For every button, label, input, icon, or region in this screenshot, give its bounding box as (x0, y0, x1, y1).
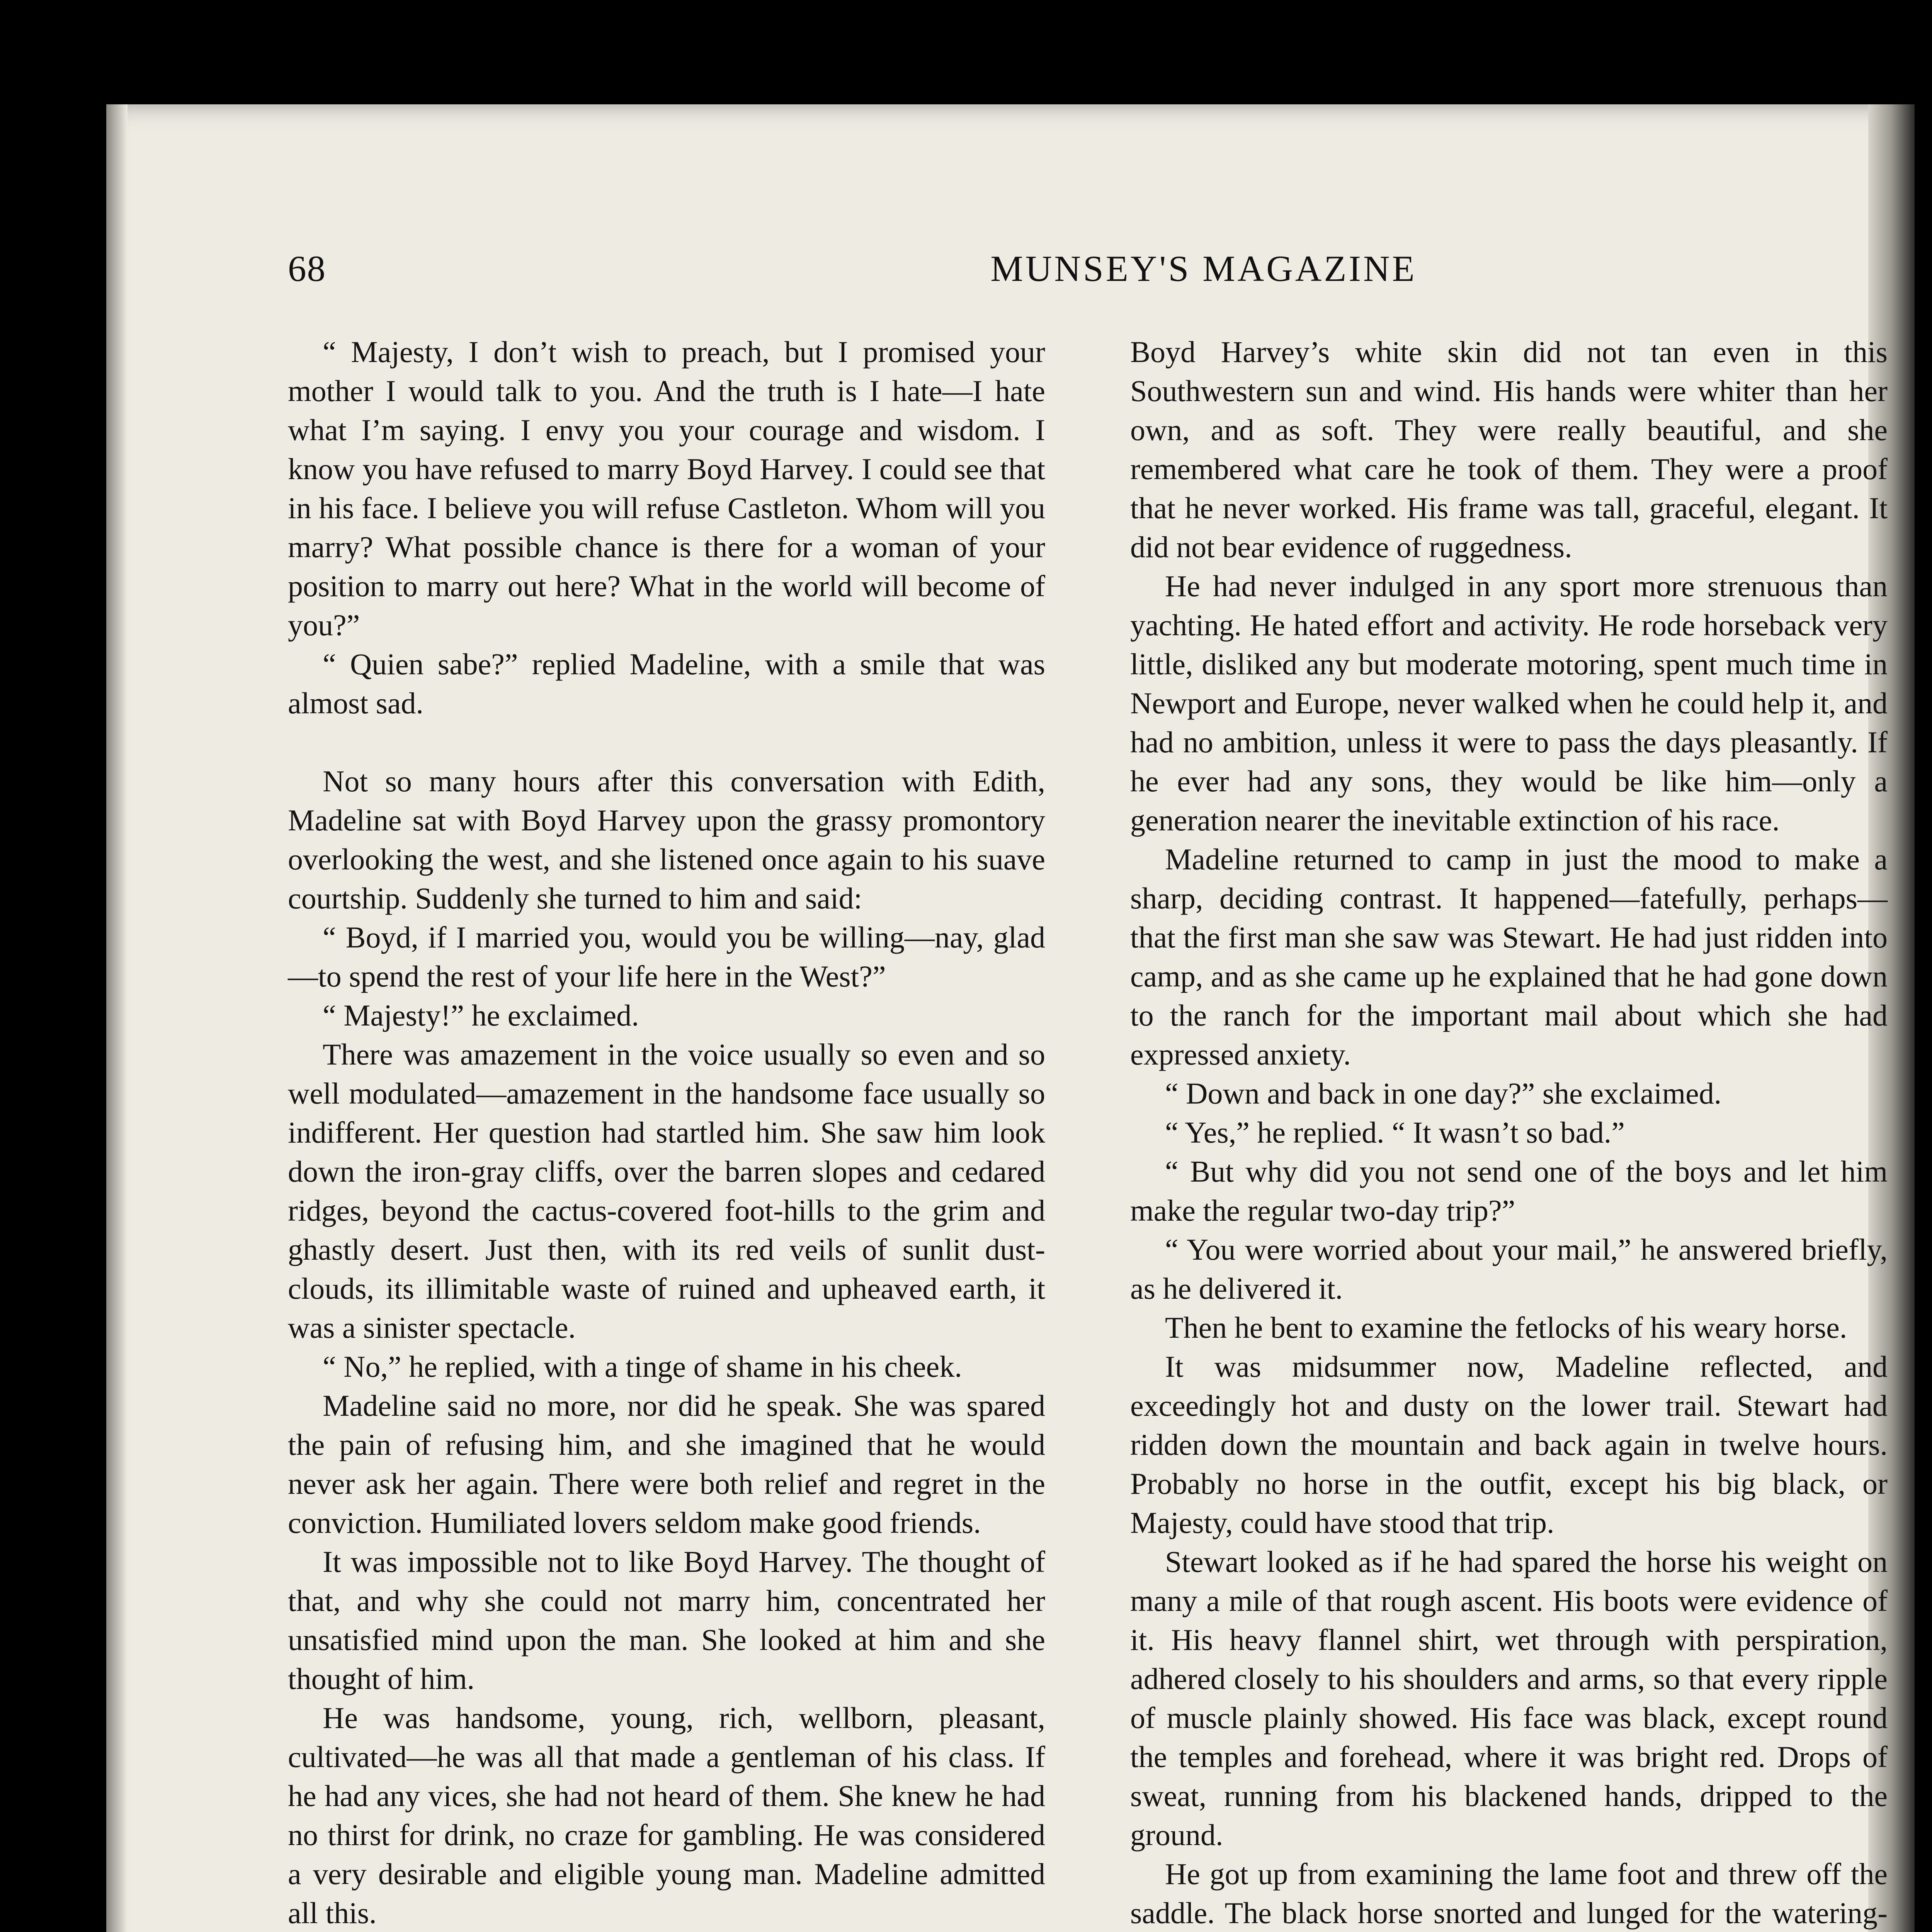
paragraph: Not so many hours after this conversation with Edith, Madeline sat with Boyd Harvey upon the grassy promontory overlooking the west, and she listened once again to his suave courtship. Suddenly she turned to him and said: (288, 764, 1045, 915)
paragraph: “ Majesty, I don’t wish to preach, but I promised your mother I would talk to you. And the truth is I hate—I hate what I’m saying. I envy you your courage and wisdom. I know you have refused to marry Boyd Harvey. I could see that in his face. I believe you will refuse Castleton. Whom will you marry? What possible chance is there for a woman of your position to marry out here? What in the world will become of you?” (288, 335, 1045, 642)
page-header (288, 247, 1833, 305)
paragraph: “ No,” he replied, with a tinge of shame in his cheek. (323, 1350, 962, 1383)
paragraph: Then he bent to examine the fetlocks of his weary horse. (1165, 1311, 1847, 1344)
paragraph: Boyd Harvey’s white skin did not tan even in this Southwestern sun and wind. His hands were whiter than her own, and as soft. They were really beautiful, and she remembered what care he took of them. They were a proof that he never worked. His frame was tall, graceful, elegant. It did not bear evidence of ruggedness. (1130, 335, 1888, 564)
paragraph: “ Majesty!” he exclaimed. (323, 998, 639, 1032)
magazine-page (106, 104, 1915, 1932)
paragraph: There was amazement in the voice usually so even and so well modulated—amazement in the handsome face usually so indifferent. Her question had startled him. She saw him look down the iron-gray cliffs, over the barren slopes and cedared ridges, beyond the cactus-covered foot-hills to the grim and ghastly desert. Just then, with its red veils of sunlit dust-clouds, its illimitable waste of ruined and upheaved earth, it was a sinister spectacle. (288, 1037, 1045, 1344)
paragraph: “ You were worried about your mail,” he answered briefly, as he delivered it. (1130, 1233, 1888, 1305)
paragraph: “ Boyd, if I married you, would you be willing—nay, glad—to spend the rest of your life here in the West?” (288, 920, 1045, 993)
paragraph: Madeline returned to camp in just the mood to make a sharp, deciding contrast. It happened—fatefully, perhaps—that the first man she saw was Stewart. He had just ridden into camp, and as she came up he explained that he had gone down to the ranch for the important mail about which she had expressed anxiety. (1130, 842, 1888, 1071)
paragraph: He was handsome, young, rich, wellborn, pleasant, cultivated—he was all that made a gentleman of his class. If he had any vices, she had not heard of them. She knew he had no thirst for drink, no craze for gambling. He was considered a very desirable and eligible young man. Madeline admitted all this. (288, 1701, 1045, 1930)
paragraph: He had never indulged in any sport more strenuous than yachting. He hated effort and activity. He rode horseback very little, disliked any but moderate motoring, spent much time in Newport and Europe, never walked when he could help it, and had no ambition, unless it were to pass the days pleasantly. If he ever had any sons, they would be like him—only a generation nearer the inevitable extinction of his race. (1130, 569, 1888, 837)
paragraph: “ Down and back in one day?” she exclaimed. (1165, 1077, 1722, 1110)
paragraph: “ Quien sabe?” replied Madeline, with a smile that was almost sad. (288, 647, 1045, 720)
paragraph: “ But why did you not send one of the boys and let him make the regular two-day trip?” (1130, 1155, 1888, 1227)
left-column (288, 332, 1045, 1932)
paragraph: Stewart looked as if he had spared the horse his weight on many a mile of that rough ascent. His boots were evidence of it. His heavy flannel shirt, wet through with perspiration, adhered closely to his shoulders and arms, so that every ripple of muscle plainly showed. His face was black, except round the temples and forehead, where it was bright red. Drops of sweat, running from his blackened hands, dripped to the ground. (1130, 1545, 1888, 1852)
paragraph: Madeline said no more, nor did he speak. She was spared the pain of refusing him, and she imagined that he would never ask her again. There were both relief and regret in the conviction. Humiliated lovers seldom make good friends. (288, 1389, 1045, 1539)
right-column (1130, 332, 1888, 1932)
running-head: MUNSEY'S MAGAZINE (990, 248, 1417, 289)
paragraph: It was midsummer now, Madeline reflected, and exceedingly hot and dusty on the lower trail. Stewart had ridden down the mountain and back again in twelve hours. Probably no horse in the outfit, except his big black, or Majesty, could have stood that trip. (1130, 1350, 1888, 1539)
paragraph: “ Yes,” he replied. “ It wasn’t so bad.” (1165, 1116, 1625, 1149)
page-gutter (106, 104, 128, 1932)
page-number: 68 (288, 248, 326, 289)
paragraph: It was impossible not to like Boyd Harvey. The thought of that, and why she could not marry him, concentrated her unsatisfied mind upon the man. She looked at him and she thought of him. (288, 1545, 1045, 1696)
paragraph: He got up from examining the lame foot and threw off the saddle. The black horse snorted and lunged for the watering- (1130, 1857, 1888, 1930)
